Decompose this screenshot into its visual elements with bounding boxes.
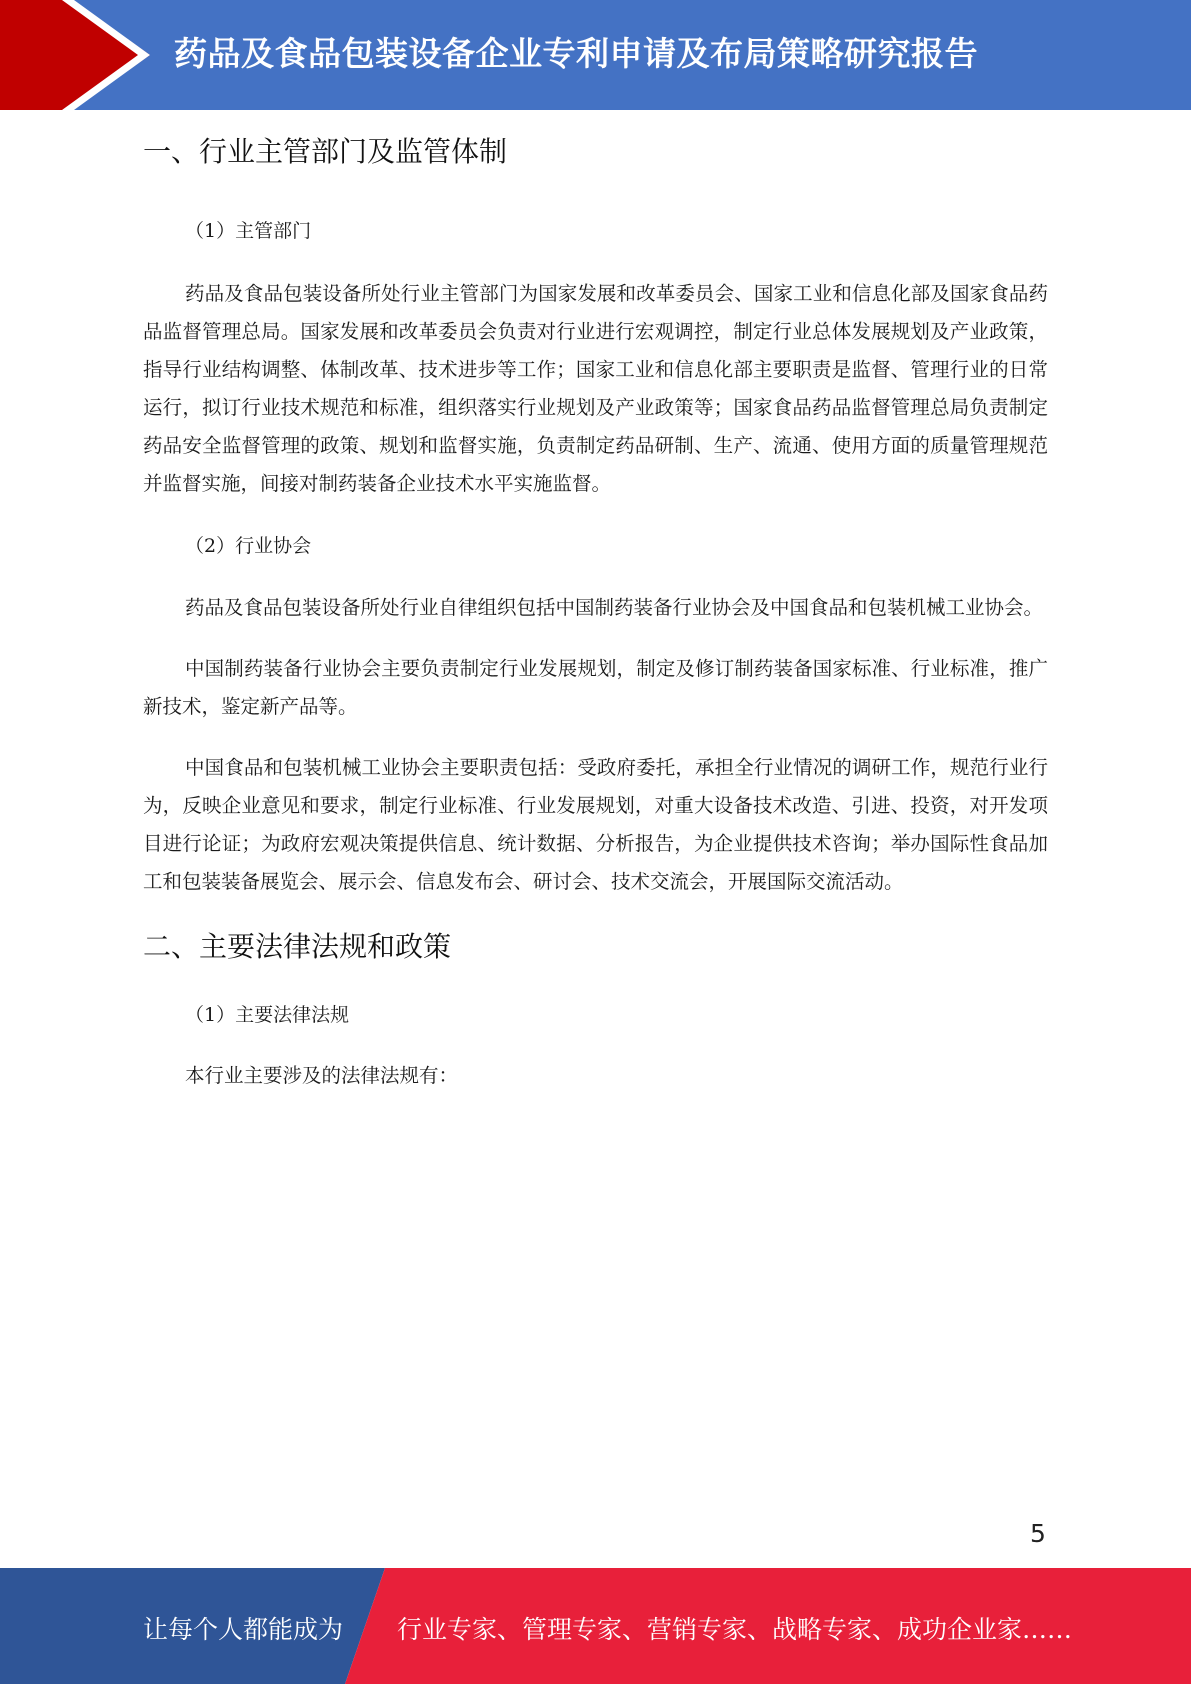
- subsection-label: （1）主要法律法规: [185, 1004, 350, 1026]
- footer-band: [0, 1568, 1191, 1684]
- paragraph: 药品及食品包装设备所处行业主管部门为国家发展和改革委员会、国家工业和信息化部及国家食品药品监督管理总局。国家发展和改革委员会负责对行业进行宏观调控，制定行业总体发展规划及产业政策，指导行业结构调整、体制改革、技术进步等工作；国家工业和信息化部主要职责是监督、管理行业的日常运行，拟订行业技术规范和标准，组织落实行业规划及产业政策等；国家食品药品监督管理总局负责制定药品安全监督管理的政策、规划和监督实施，负责制定药品研制、生产、流通、使用方面的质量管理规范并监督实施，间接对制药装备企业技术水平实施监督。: [143, 282, 1048, 495]
- paragraph: 中国制药装备行业协会主要负责制定行业发展规划，制定及修订制药装备国家标准、行业标准，推广新技术，鉴定新产品等。: [143, 657, 1048, 718]
- report-header-band: [0, 0, 1191, 110]
- page-content: [143, 130, 1048, 1095]
- subsection-label: （2）行业协会: [185, 535, 312, 557]
- section-heading: 二、主要法律法规和政策: [143, 930, 452, 963]
- footer-slogan-left: 让每个人都能成为: [143, 1615, 344, 1644]
- page-number: 5: [1030, 1519, 1046, 1548]
- header-chevron-accent: [0, 0, 160, 110]
- footer-slogan-right: 行业专家、管理专家、营销专家、战略专家、成功企业家……: [397, 1615, 1073, 1644]
- report-title: 药品及食品包装设备企业专利申请及布局策略研究报告: [174, 34, 978, 73]
- paragraph: 本行业主要涉及的法律法规有：: [185, 1064, 459, 1087]
- section-heading: 一、行业主管部门及监管体制: [143, 135, 508, 168]
- paragraph: 中国食品和包装机械工业协会主要职责包括：受政府委托，承担全行业情况的调研工作，规范行业行为，反映企业意见和要求，制定行业标准、行业发展规划，对重大设备技术改造、引进、投资，对开发项目进行论证；为政府宏观决策提供信息、统计数据、分析报告，为企业提供技术咨询；举办国际性食品加工和包装装备展览会、展示会、信息发布会、研讨会、技术交流会，开展国际交流活动。: [143, 756, 1048, 893]
- subsection-label: （1）主管部门: [185, 220, 312, 242]
- paragraph: 药品及食品包装设备所处行业自律组织包括中国制药装备行业协会及中国食品和包装机械工业协会。: [185, 596, 1044, 619]
